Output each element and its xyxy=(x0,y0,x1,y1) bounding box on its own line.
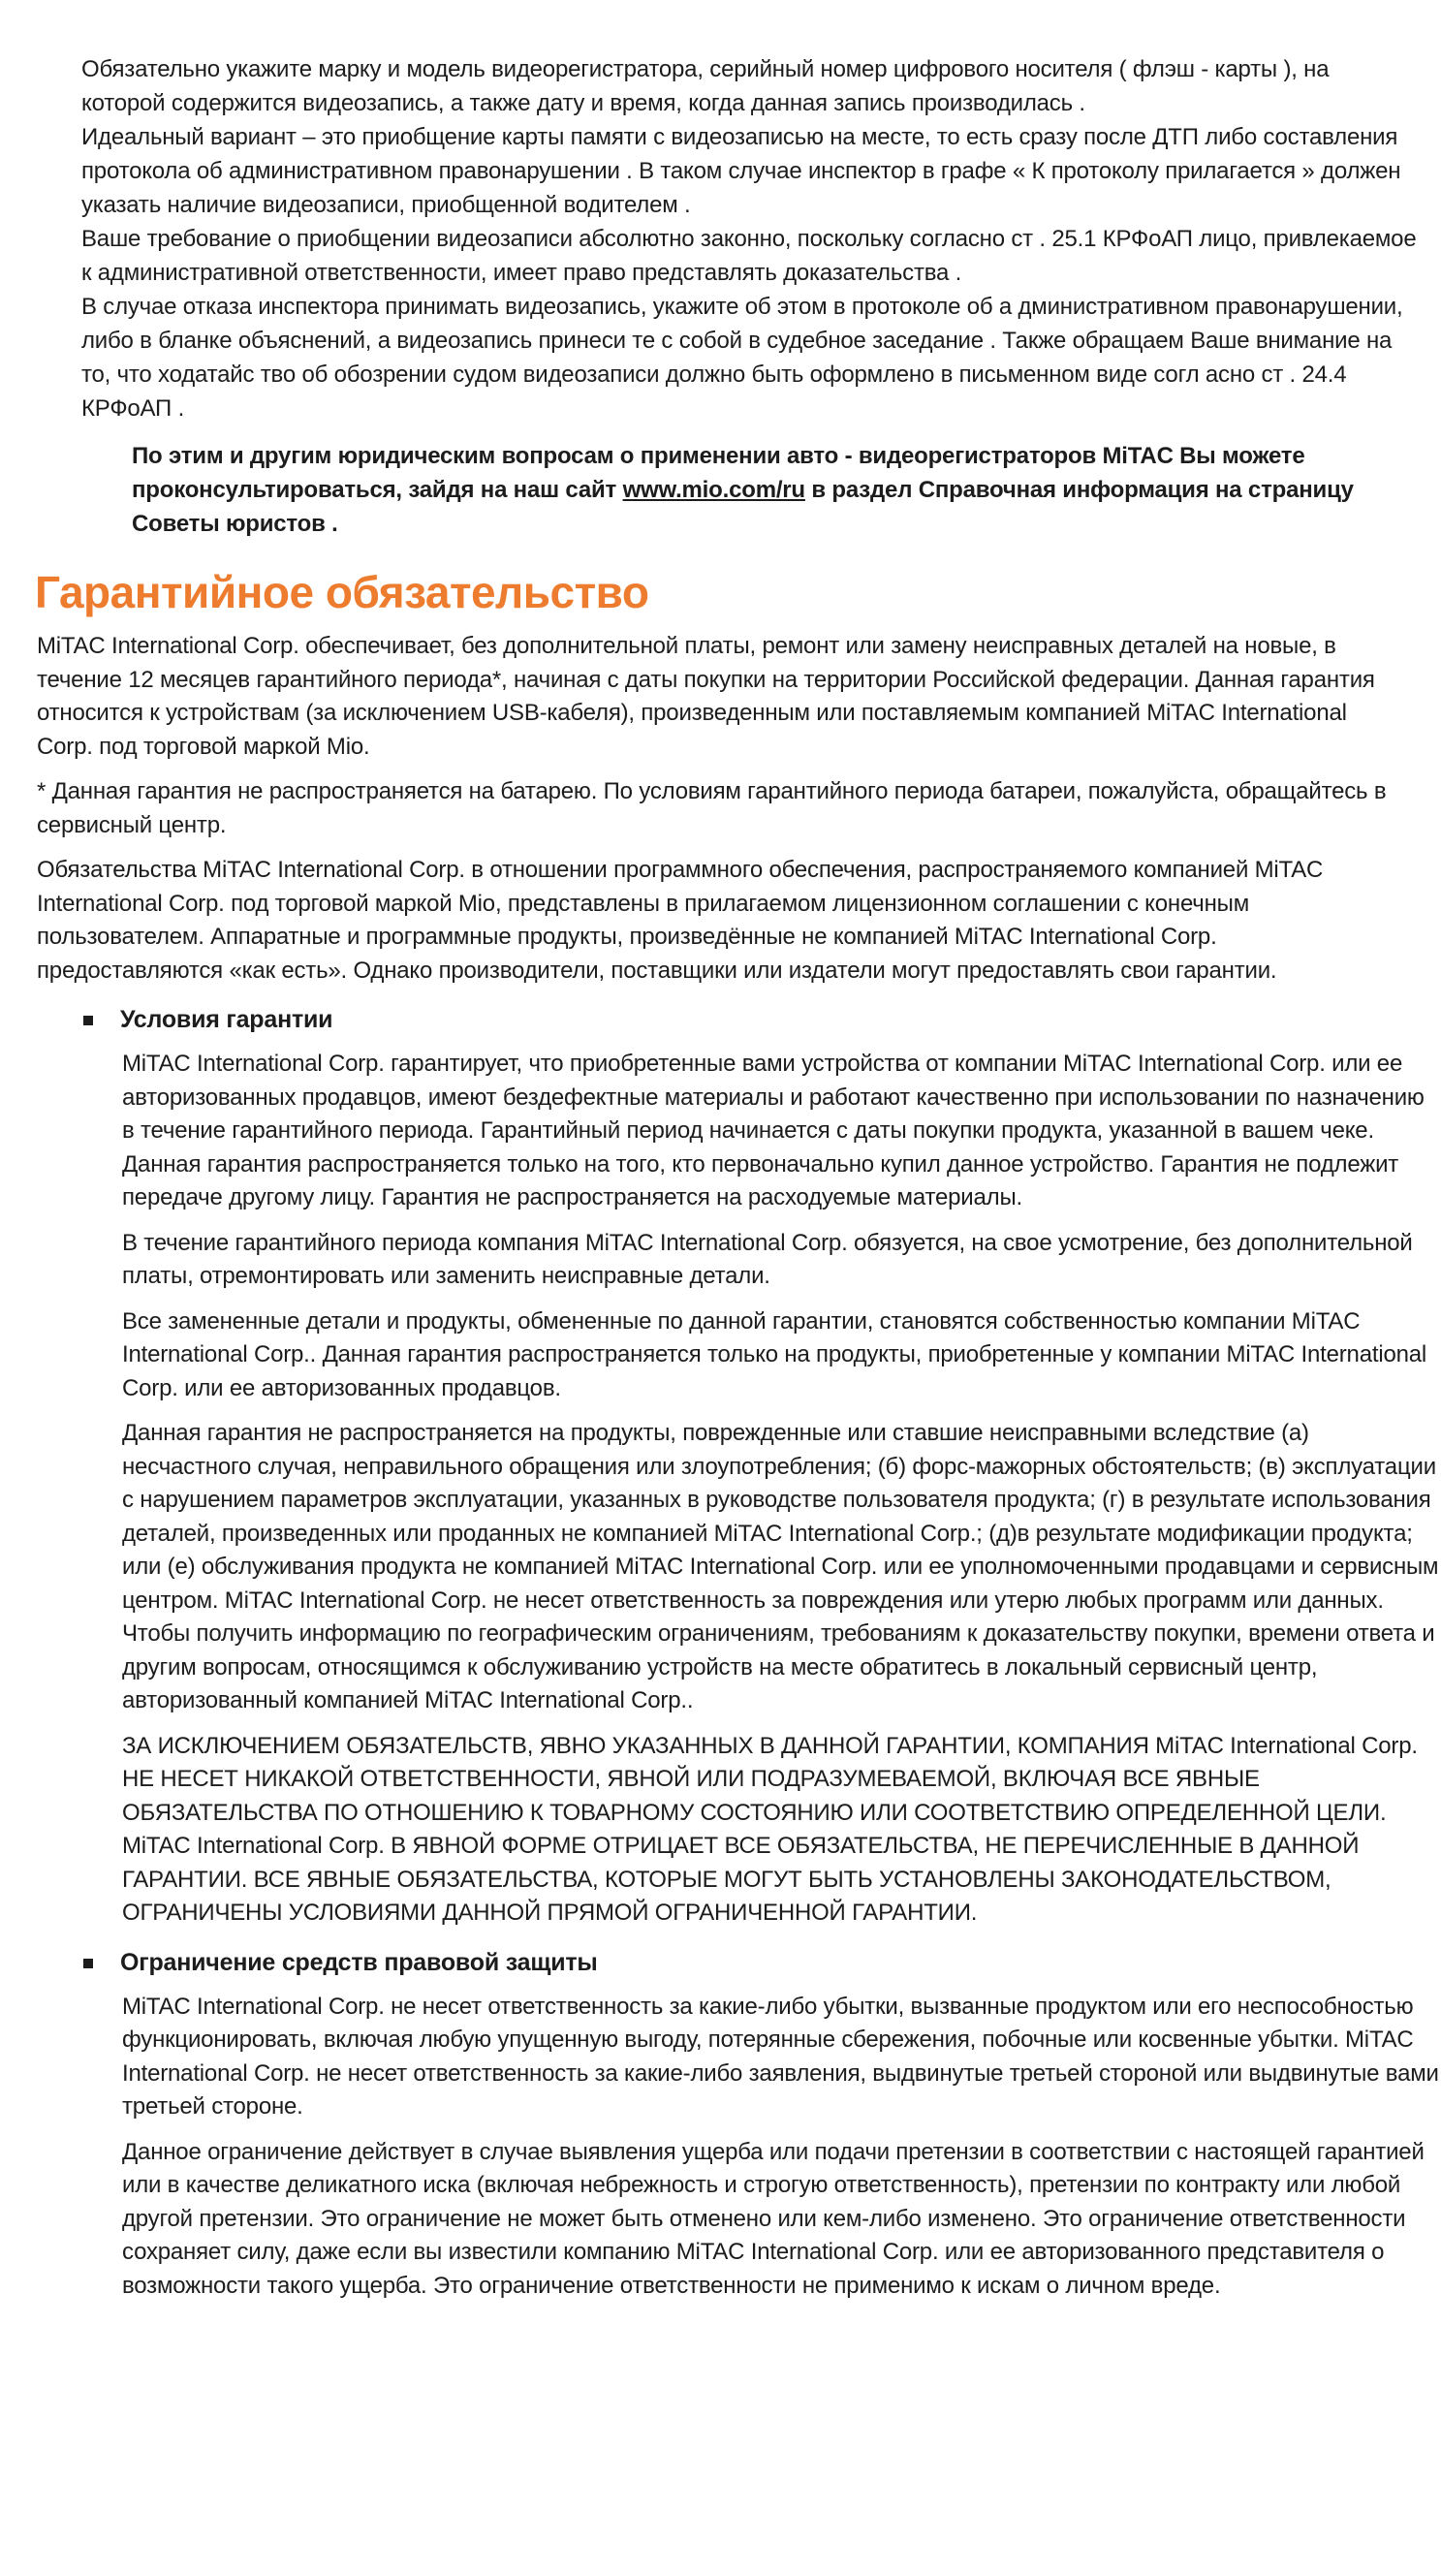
bullet-head xyxy=(83,1003,1401,1036)
bullet-item-remedies-limitation xyxy=(37,1946,1439,2304)
intro-paragraph: В случае отказа инспектора принимать видеозапись, укажите об этом в протоколе об а дминистративном правонарушении, либо в бланке объяснений, а видеозапись принеси те с собой в судебное заседание . Также обращаем Ваше внимание на то, что ходатайс тво об обозрении судом видеозаписи должно быть оформлено в письменном виде согл асно ст . 24.4 КРФоАП . xyxy=(81,294,1403,422)
bullet-paragraph: ЗА ИСКЛЮЧЕНИЕМ ОБЯЗАТЕЛЬСТВ, ЯВНО УКАЗАННЫХ В ДАННОЙ ГАРАНТИИ, КОМПАНИЯ MiTAC International Corp. НЕ НЕСЕТ НИКАКОЙ ОТВЕТСТВЕННОСТИ, ЯВНОЙ ИЛИ ПОДРАЗУМЕВАЕМОЙ, ВКЛЮЧАЯ ВСЕ ЯВНЫЕ ОБЯЗАТЕЛЬСТВА ПО ОТНОШЕНИЮ К ТОВАРНОМУ СОСТОЯНИЮ ИЛИ СООТВЕТСТВИЮ ОПРЕДЕЛЕННОЙ ЦЕЛИ. MiTAC International Corp. В ЯВНОЙ ФОРМЕ ОТРИЦАЕТ ВСЕ ОБЯЗАТЕЛЬСТВА, НЕ ПЕРЕЧИСЛЕННЫЕ В ДАННОЙ ГАРАНТИИ. ВСЕ ЯВНЫЕ ОБЯЗАТЕЛЬСТВА, КОТОРЫЕ МОГУТ БЫТЬ УСТАНОВЛЕНЫ ЗАКОНОДАТЕЛЬСТВОМ, ОГРАНИЧЕНЫ УСЛОВИЯМИ ДАННОЙ ПРЯМОЙ ОГРАНИЧЕННОЙ ГАРАНТИИ. xyxy=(122,1732,1418,1926)
section-body xyxy=(37,630,1439,2303)
bullet-paragraph: Данная гарантия не распространяется на продукты, поврежденные или ставшие неисправными вследствие (а) несчастного случая, неправильного обращения или злоупотребления; (б) форс-мажорных обстоятельств; (в) эксплуатации с нарушением параметров эксплуатации, указанных в руководстве пользователя продукта; (г) в результате использования деталей, произведенных или проданных не компанией MiTAC International Corp.; (д)в результате модификации продукта; или (е) обслуживания продукта не компанией MiTAC International Corp. или ее уполномоченными продавцами и сервисным центром. MiTAC International Corp. не несет ответственность за повреждения или утерю любых программ или данных. Чтобы получить информацию по географическим ограничениям, требованиям к доказательству покупки, времени ответа и другим вопросам, относящимся к обслуживанию устройств на месте обратитесь в локальный сервисный центр, авторизованный компанией MiTAC International Corp.. xyxy=(122,1420,1439,1713)
intro-paragraph: Обязательно укажите марку и модель видеорегистратора, серийный номер цифрового носителя ( флэш - карты ), на которой содержится видеозапись, а также дату и время, когда данная запись производилась . xyxy=(81,56,1330,116)
section-paragraph: MiTAC International Corp. обеспечивает, без дополнительной платы, ремонт или замену неисправных деталей на новые, в течение 12 месяцев гарантийного периода*, начиная с даты покупки на территории Российской федерации. Данная гарантия относится к устройствам (за исключением USB-кабеля), произведенным или поставляемым компанией MiTAC International Corp. под торговой маркой Mio. xyxy=(37,633,1375,760)
site-link[interactable]: www.mio.com/ru xyxy=(622,477,805,503)
bullet-item-warranty-terms xyxy=(37,1003,1439,1931)
bullet-title: Условия гарантии xyxy=(120,1006,333,1033)
bullet-paragraph: MiTAC International Corp. не несет ответственность за какие-либо убытки, вызванные продуктом или его неспособностью функционировать, включая любую упущенную выгоду, потерянные сбережения, побочные или косвенные убытки. MiTAC International Corp. не несет ответственность за какие-либо заявления, выдвинутые третьей стороной или выдвинутые вами третьей стороне. xyxy=(122,1993,1439,2120)
bullet-paragraph: Данное ограничение действует в случае выявления ущерба или подачи претензии в соответствии с настоящей гарантией или в качестве деликатного иска (включая небрежность и строгую ответственность), претензии по контракту или любой другой претензии. Это ограничение не может быть отменено или кем-либо изменено. Это ограничение ответственности сохраняет силу, даже если вы известили компанию MiTAC International Corp. или ее авторизованного представителя о возможности такого ущерба. Это ограничение ответственности не применимо к искам о личном вреде. xyxy=(122,2138,1425,2299)
bullet-square-icon xyxy=(83,1016,93,1025)
intro-paragraph: Идеальный вариант – это приобщение карты памяти с видеозаписью на месте, то есть сразу после ДТП либо составления протокола об административном правонарушении . В таком случае инспектор в графе « К протоколу прилагается » должен указать наличие видеозаписи, приобщенной водителем . xyxy=(81,124,1401,218)
bullet-content xyxy=(122,1048,1441,1931)
legal-notice-text-before: По этим и другим юридическим вопросам о применении авто - видеорегистраторов MiTAC Вы можете проконсультироваться, зайдя на наш сайт xyxy=(132,443,1305,503)
section-paragraph: * Данная гарантия не распространяется на батарею. По условиям гарантийного периода батареи, пожалуйста, обращайтесь в сервисный центр. xyxy=(37,778,1387,838)
bullet-title: Ограничение средств правовой защиты xyxy=(120,1948,598,1976)
bullet-paragraph: Все замененные детали и продукты, обмененные по данной гарантии, становятся собственностью компании MiTAC International Corp.. Данная гарантия распространяется только на продукты, приобретенные у компании MiTAC International Corp. или ее авторизованных продавцов. xyxy=(122,1307,1427,1401)
intro-paragraph: Ваше требование о приобщении видеозаписи абсолютно законно, поскольку согласно ст . 25.1 КРФоАП лицо, привлекаемое к административной ответственности, имеет право представлять доказательства . xyxy=(81,226,1417,286)
bullet-head xyxy=(83,1946,1401,1979)
bullet-content xyxy=(122,1991,1441,2304)
bullet-square-icon xyxy=(83,1959,93,1968)
legal-notice-text-after: в раздел Справочная информация на страницу Советы юристов . xyxy=(132,477,1354,537)
section-paragraph: Обязательства MiTAC International Corp. в отношении программного обеспечения, распространяемого компанией MiTAC International Corp. под торговой маркой Mio, представлены в прилагаемом лицензионном соглашении с конечным пользователем. Аппаратные и программные продукты, произведённые не компанией MiTAC International Corp. предоставляются «как есть». Однако производители, поставщики или издатели могут предоставлять свои гарантии. xyxy=(37,857,1324,984)
section-title: Гарантийное обязательство xyxy=(35,567,649,617)
intro-block xyxy=(81,52,1417,425)
legal-notice xyxy=(132,439,1364,541)
bullet-paragraph: В течение гарантийного периода компания MiTAC International Corp. обязуется, на свое усмотрение, без дополнительной платы, отремонтировать или заменить неисправные детали. xyxy=(122,1229,1413,1289)
bullet-paragraph: MiTAC International Corp. гарантирует, что приобретенные вами устройства от компании MiTAC International Corp. или ее авторизованных продавцов, имеют бездефектные материалы и работают качественно при использовании по назначению в течение гарантийного периода. Гарантийный период начинается с даты покупки продукта, указанной в вашем чеке. Данная гарантия распространяется только на того, кто первоначально купил данное устройство. Гарантия не подлежит передаче другому лицу. Гарантия не распространяется на расходуемые материалы. xyxy=(122,1051,1425,1210)
